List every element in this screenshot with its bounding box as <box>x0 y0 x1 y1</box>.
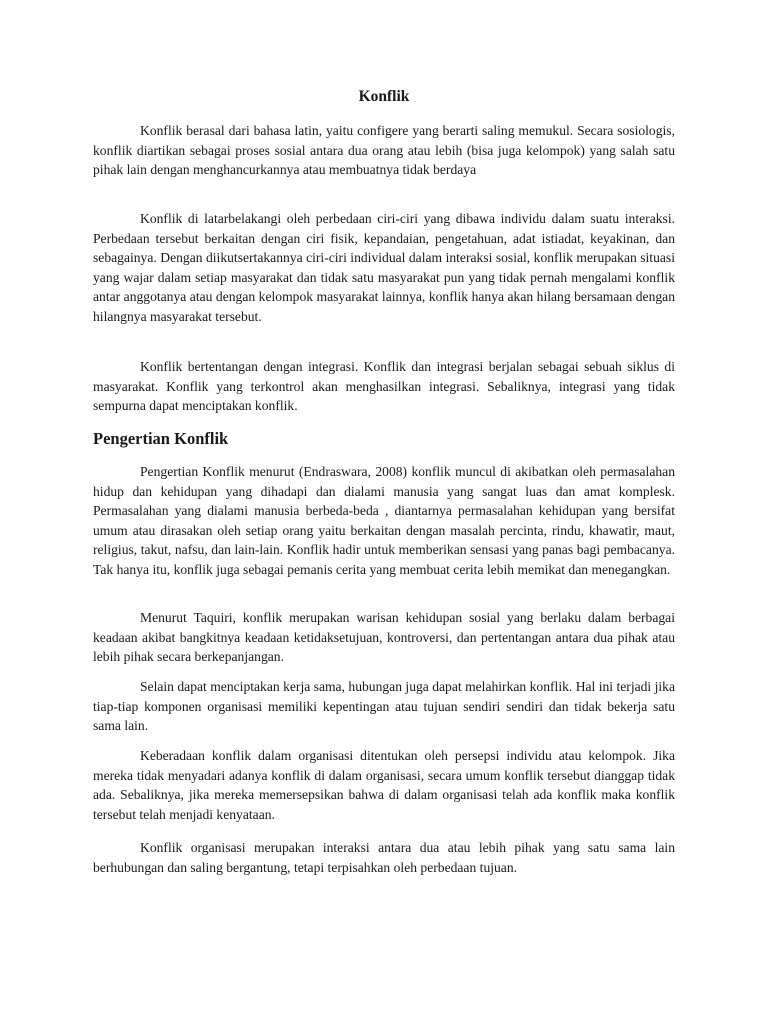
intro-paragraph-1-block <box>93 121 675 180</box>
section-paragraph-1-block <box>93 462 675 580</box>
section-paragraph: Konflik organisasi merupakan interaksi antara dua atau lebih pihak yang satu sama lain berhubungan dan saling bergantung, tetapi terpisahkan oleh perbedaan tujuan. <box>93 840 675 875</box>
section-paragraph-3-block <box>93 677 675 736</box>
intro-paragraph-3-block <box>93 357 675 416</box>
section-paragraph: Selain dapat menciptakan kerja sama, hubungan juga dapat melahirkan konflik. Hal ini terjadi jika tiap-tiap komponen organisasi memiliki kepentingan atau tujuan sendiri sendiri dan tidak bekerja satu sama lain. <box>93 679 675 734</box>
section-paragraph-2-block <box>93 608 675 667</box>
document-title: Konflik <box>358 88 410 105</box>
section-paragraph: Keberadaan konflik dalam organisasi ditentukan oleh persepsi individu atau kelompok. Jika mereka tidak menyadari adanya konflik di dalam organisasi, secara umum konflik tersebut dianggap tidak ada. Sebaliknya, jika mereka memersepsikan bahwa di dalam organisasi telah ada konflik maka konflik tersebut telah menjadi kenyataan. <box>93 748 675 822</box>
section-paragraph: Menurut Taquiri, konflik merupakan warisan kehidupan sosial yang berlaku dalam berbagai keadaan akibat bangkitnya keadaan ketidaksetujuan, kontroversi, dan pertentangan antara dua pihak atau lebih pihak secara berkepanjangan. <box>93 610 675 665</box>
intro-paragraph-2-block <box>93 209 675 327</box>
intro-paragraph: Konflik berasal dari bahasa latin, yaitu configere yang berarti saling memukul. Secara sosiologis, konflik diartikan sebagai proses sosial antara dua orang atau lebih (bisa juga kelompok) yang salah satu pihak lain dengan menghancurkannya atau membuatnya tidak berdaya <box>93 123 675 178</box>
section-paragraph-5-block <box>93 838 675 877</box>
section-paragraph-4-block <box>93 746 675 824</box>
section-paragraph: Pengertian Konflik menurut (Endraswara, 2008) konflik muncul di akibatkan oleh permasalahan hidup dan kehidupan yang dihadapi dan dialami manusia yang sangat luas dan amat komplesk. Permasalahan yang dialami manusia berbeda-beda , diantarnya permasalahan kehidupan yang bersifat umum atau dirasakan oleh setiap orang yaitu berkaitan dengan masalah percinta, rindu, khawatir, maut, religius, takut, nafsu, dan lain-lain. Konflik hadir untuk memberikan sensasi yang panas bagi pembacanya. Tak hanya itu, konflik juga sebagai pemanis cerita yang membuat cerita lebih memikat dan menegangkan. <box>93 464 675 577</box>
section-heading: Pengertian Konflik <box>93 429 229 448</box>
intro-paragraph: Konflik di latarbelakangi oleh perbedaan ciri-ciri yang dibawa individu dalam suatu interaksi. Perbedaan tersebut berkaitan dengan ciri fisik, kepandaian, pengetahuan, adat istiadat, keyakinan, dan sebagainya. Dengan diikutsertakannya ciri-ciri individual dalam interaksi sosial, konflik merupakan situasi yang wajar dalam setiap masyarakat dan tidak satu masyarakat pun yang tidak pernah mengalami konflik antar anggotanya atau dengan kelompok masyarakat lainnya, konflik hanya akan hilang bersamaan dengan hilangnya masyarakat tersebut. <box>93 211 675 324</box>
intro-paragraph: Konflik bertentangan dengan integrasi. Konflik dan integrasi berjalan sebagai sebuah siklus di masyarakat. Konflik yang terkontrol akan menghasilkan integrasi. Sebaliknya, integrasi yang tidak sempurna dapat menciptakan konflik. <box>93 359 675 414</box>
